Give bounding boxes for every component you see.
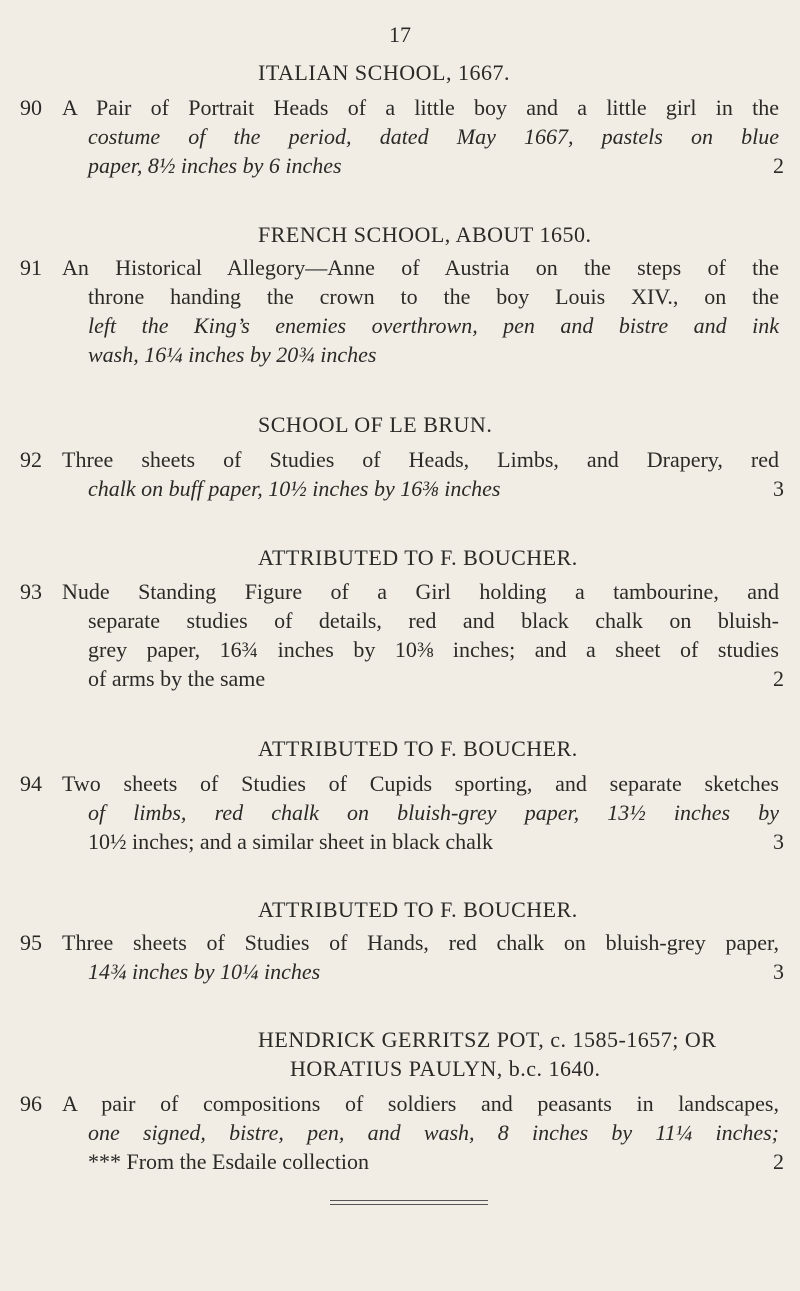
lot-description-line: A Pair of Portrait Heads of a little boy and a little girl in the: [62, 95, 779, 120]
lot-description-line: left the King’s enemies overthrown, pen and bistre and ink: [88, 313, 779, 338]
lot-price: 3: [773, 476, 784, 501]
lot-heading: ITALIAN SCHOOL, 1667.: [258, 60, 510, 85]
lot-price: 3: [773, 959, 784, 984]
lot-number: 92: [20, 447, 42, 472]
lot-number: 95: [20, 930, 42, 955]
lot-price: 2: [773, 1149, 784, 1174]
lot-number: 94: [20, 771, 42, 796]
lot-number: 90: [20, 95, 42, 120]
lot-description-line: Three sheets of Studies of Hands, red chalk on bluish-grey paper,: [62, 930, 779, 955]
page-number: 17: [389, 22, 411, 47]
lot-heading: FRENCH SCHOOL, ABOUT 1650.: [258, 222, 592, 247]
lot-heading: ATTRIBUTED TO F. BOUCHER.: [258, 736, 578, 761]
lot-description-line: A pair of compositions of soldiers and peasants in landscapes,: [62, 1091, 779, 1116]
lot-heading: SCHOOL OF LE BRUN.: [258, 412, 493, 437]
lot-number: 91: [20, 255, 42, 280]
lot-description-line: 14¾ inches by 10¼ inches: [88, 959, 321, 984]
lot-price: 2: [773, 666, 784, 691]
lot-heading: ATTRIBUTED TO F. BOUCHER.: [258, 545, 578, 570]
lot-description-line: Nude Standing Figure of a Girl holding a tambourine, and: [62, 579, 779, 604]
lot-description-line: throne handing the crown to the boy Louis XIV., on the: [88, 284, 779, 309]
lot-number: 96: [20, 1091, 42, 1116]
lot-price: 2: [773, 153, 784, 178]
lot-price: 3: [773, 829, 784, 854]
lot-description-line: *** From the Esdaile collection: [88, 1149, 370, 1174]
lot-description-line: Two sheets of Studies of Cupids sporting, and separate sketches: [62, 771, 779, 796]
lot-heading-second-line: HORATIUS PAULYN, b.c. 1640.: [290, 1056, 601, 1081]
lot-heading: HENDRICK GERRITSZ POT, c. 1585-1657; OR: [258, 1027, 717, 1052]
lot-description-line: paper, 8½ inches by 6 inches: [88, 153, 342, 178]
lot-description-line: grey paper, 16¾ inches by 10⅜ inches; and a sheet of studies: [88, 637, 779, 662]
lot-description-line: Three sheets of Studies of Heads, Limbs, and Drapery, red: [62, 447, 779, 472]
lot-description-line: chalk on buff paper, 10½ inches by 16⅜ inches: [88, 476, 501, 501]
lot-description-line: wash, 16¼ inches by 20¾ inches: [88, 342, 377, 367]
lot-description-line: An Historical Allegory—Anne of Austria on the steps of the: [62, 255, 779, 280]
lot-number: 93: [20, 579, 42, 604]
lot-description-line: of arms by the same: [88, 666, 266, 691]
section-divider: [330, 1200, 488, 1205]
lot-description-line: one signed, bistre, pen, and wash, 8 inches by 11¼ inches;: [88, 1120, 779, 1145]
lot-heading: ATTRIBUTED TO F. BOUCHER.: [258, 897, 578, 922]
lot-description-line: separate studies of details, red and black chalk on bluish-: [88, 608, 779, 633]
lot-description-line: 10½ inches; and a similar sheet in black chalk: [88, 829, 494, 854]
lot-description-line: costume of the period, dated May 1667, pastels on blue: [88, 124, 779, 149]
lot-description-line: of limbs, red chalk on bluish-grey paper, 13½ inches by: [88, 800, 779, 825]
